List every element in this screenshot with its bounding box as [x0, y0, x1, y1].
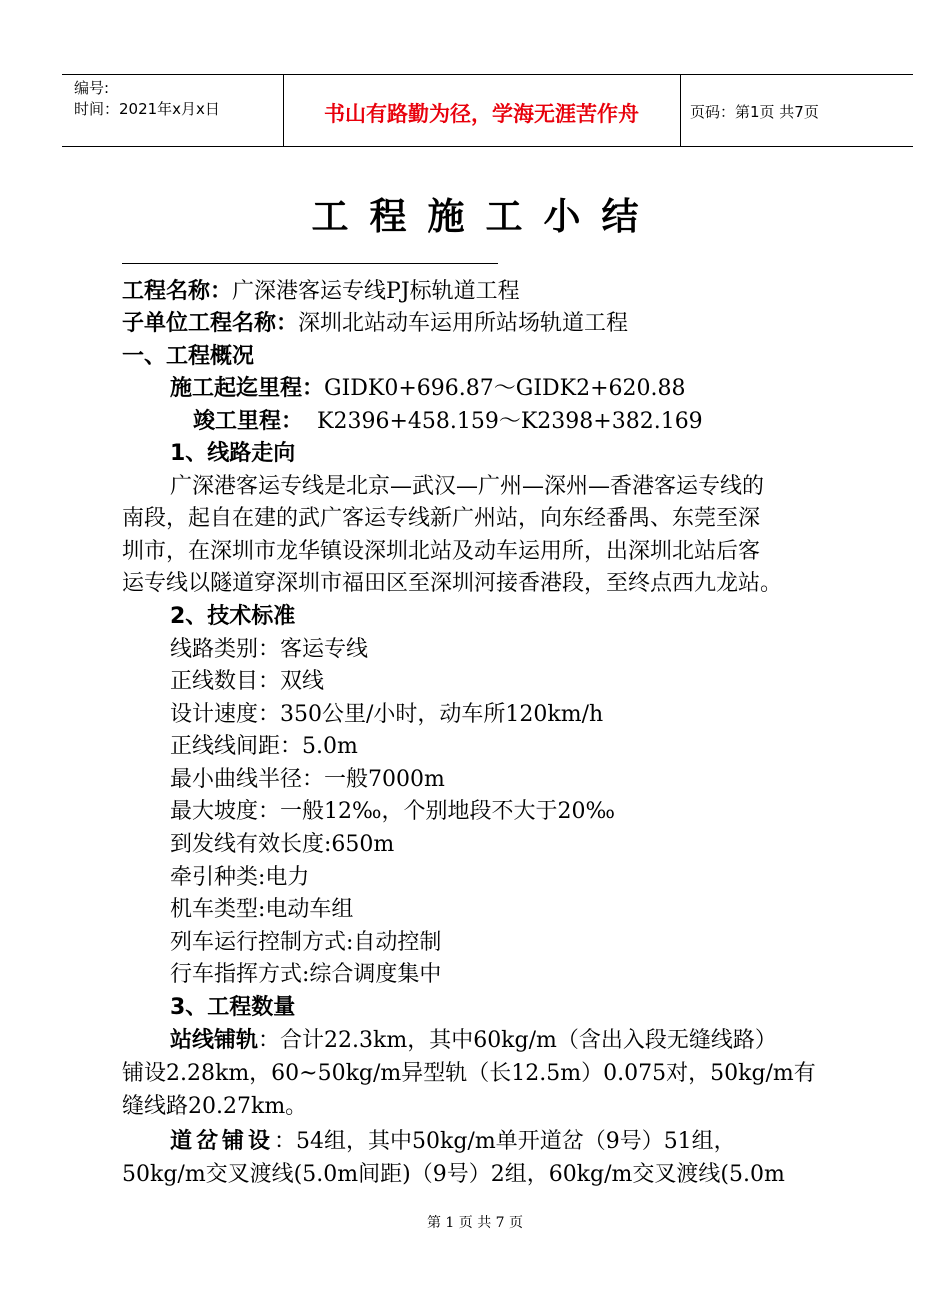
track-label: 站线铺轨	[170, 1028, 259, 1053]
project-name-line	[122, 276, 520, 308]
project-name-value: 广深港客运专线PJ标轨道工程	[232, 279, 520, 304]
route-line-4: 运专线以隧道穿深圳市福田区至深圳河接香港段，至终点西九龙站。	[122, 571, 783, 596]
standard-item: 最小曲线半径：一般7000m	[170, 767, 445, 792]
track-line-3: 缝线路20.27km。	[122, 1094, 308, 1119]
track-line-1	[170, 1025, 777, 1057]
standard-item: 行车指挥方式:综合调度集中	[170, 962, 442, 987]
completed-label: 竣工里程：	[193, 409, 304, 434]
title-underline	[122, 263, 498, 264]
standard-item: 线路类别：客运专线	[170, 637, 369, 662]
sub-unit-value: 深圳北站动车运用所站场轨道工程	[298, 311, 629, 336]
project-name-label: 工程名称：	[122, 279, 233, 304]
track-line-2: 铺设2.28km，60~50kg/m异型轨（长12.5m）0.075对，50kg/m有	[122, 1061, 816, 1086]
switch-line-2: 50kg/m交叉渡线(5.0m间距)（9号）2组，60kg/m交叉渡线(5.0m	[122, 1162, 785, 1187]
sub1-heading: 1、线路走向	[170, 441, 296, 466]
mileage-line	[170, 373, 686, 405]
sub-unit-line	[122, 308, 628, 340]
page-title: 工程施工小结	[311, 195, 660, 238]
page-footer: 第 1 页 共 7 页	[426, 1215, 524, 1231]
route-line-1: 广深港客运专线是北京—武汉—广州—深州—香港客运专线的	[170, 474, 765, 499]
switch-text: ：54组，其中50kg/m单开道岔（9号）51组，	[274, 1129, 736, 1154]
sub3-heading: 3、工程数量	[170, 995, 296, 1020]
completed-line	[193, 406, 703, 438]
standard-item: 列车运行控制方式:自动控制	[170, 930, 442, 955]
standard-item: 设计速度：350公里/小时，动车所120km/h	[170, 702, 604, 727]
completed-value: K2396+458.159～K2398+382.169	[317, 409, 703, 434]
header-motto: 书山有路勤为径，学海无涯苦作舟	[324, 102, 639, 126]
mileage-value: GIDK0+696.87～GIDK2+620.88	[324, 376, 686, 401]
time-label: 时间：2021年x月x日	[74, 100, 220, 118]
sub2-heading: 2、技术标准	[170, 604, 296, 629]
standard-item: 最大坡度：一般12‰，个别地段不大于20‰	[170, 799, 616, 824]
header-left	[74, 78, 220, 120]
header-page-code: 页码：第1页 共7页	[690, 103, 819, 121]
mileage-label: 施工起迄里程：	[170, 376, 325, 401]
sub-unit-label: 子单位工程名称：	[122, 311, 299, 336]
switch-label: 道岔铺设	[170, 1129, 275, 1154]
switch-line-1	[170, 1126, 736, 1158]
number-label: 编号:	[74, 79, 110, 97]
standard-item: 正线数目：双线	[170, 669, 325, 694]
header-top-rule	[62, 74, 913, 75]
header-bottom-rule	[62, 146, 913, 147]
standard-item: 正线线间距：5.0m	[170, 734, 358, 759]
standard-item: 机车类型:电动车组	[170, 897, 354, 922]
standard-item: 到发线有效长度:650m	[170, 832, 395, 857]
route-line-3: 圳市，在深圳市龙华镇设深圳北站及动车运用所，出深圳北站后客	[122, 539, 761, 564]
track-text: ：合计22.3km，其中60kg/m（含出入段无缝线路）	[258, 1028, 777, 1053]
section1-heading: 一、工程概况	[122, 344, 255, 369]
header-divider-right	[680, 74, 681, 146]
standard-item: 牵引种类:电力	[170, 865, 310, 890]
route-line-2: 南段，起自在建的武广客运专线新广州站，向东经番禺、东莞至深	[122, 506, 761, 531]
